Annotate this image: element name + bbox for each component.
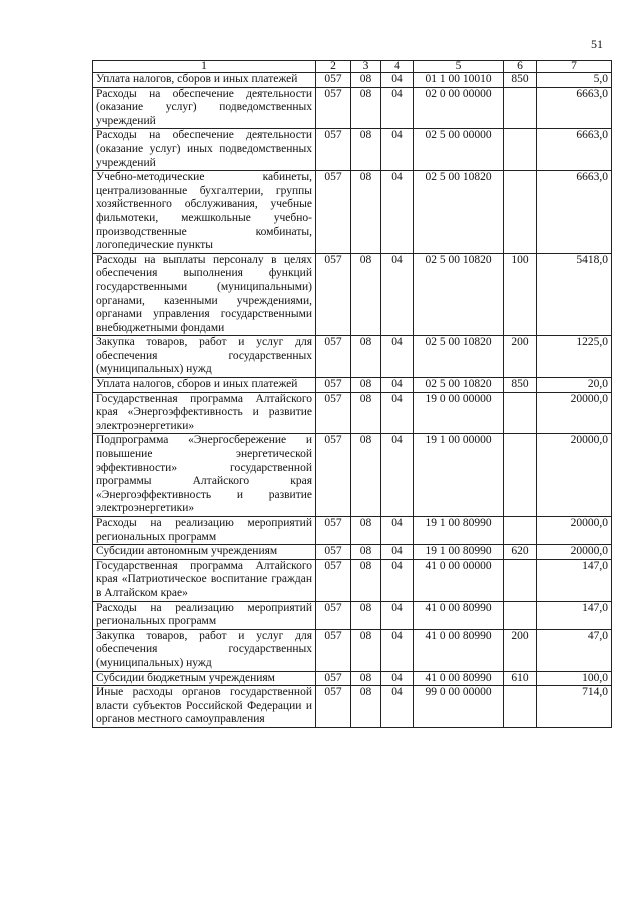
table-row [93, 559, 612, 601]
section-code: 08 [351, 545, 381, 560]
section-code: 08 [351, 392, 381, 434]
section-code: 08 [351, 129, 381, 171]
section-code: 08 [351, 87, 381, 129]
target-article-code: 19 1 00 80990 [414, 545, 504, 560]
ministry-code: 057 [316, 629, 351, 671]
subsection-code: 04 [381, 129, 414, 171]
section-code: 08 [351, 559, 381, 601]
expense-name: Уплата налогов, сборов и иных платежей [93, 73, 316, 88]
table-row [93, 686, 612, 728]
table-row [93, 171, 612, 254]
ministry-code: 057 [316, 601, 351, 629]
header-cell: 3 [351, 61, 381, 73]
section-code: 08 [351, 73, 381, 88]
expense-name: Закупка товаров, работ и услуг для обеспечения государственных (муниципальных) нужд [93, 629, 316, 671]
ministry-code: 057 [316, 129, 351, 171]
amount: 20,0 [537, 378, 612, 393]
expense-type-code [504, 517, 537, 545]
ministry-code: 057 [316, 87, 351, 129]
expense-name: Расходы на реализацию мероприятий региональных программ [93, 517, 316, 545]
target-article-code: 19 0 00 00000 [414, 392, 504, 434]
table-row [93, 545, 612, 560]
amount: 20000,0 [537, 545, 612, 560]
target-article-code: 19 1 00 00000 [414, 434, 504, 517]
section-code: 08 [351, 253, 381, 336]
header-row [93, 61, 612, 73]
subsection-code: 04 [381, 545, 414, 560]
expense-type-code: 200 [504, 629, 537, 671]
section-code: 08 [351, 517, 381, 545]
amount: 6663,0 [537, 87, 612, 129]
expense-type-code [504, 686, 537, 728]
expense-name: Расходы на обеспечение деятельности (оказание услуг) подведомственных учреждений [93, 87, 316, 129]
header-cell: 7 [537, 61, 612, 73]
subsection-code: 04 [381, 392, 414, 434]
table-row [93, 434, 612, 517]
subsection-code: 04 [381, 87, 414, 129]
ministry-code: 057 [316, 378, 351, 393]
ministry-code: 057 [316, 517, 351, 545]
target-article-code: 41 0 00 80990 [414, 601, 504, 629]
expense-name: Уплата налогов, сборов и иных платежей [93, 378, 316, 393]
table-row [93, 629, 612, 671]
section-code: 08 [351, 171, 381, 254]
table-row [93, 129, 612, 171]
expense-name: Закупка товаров, работ и услуг для обеспечения государственных (муниципальных) нужд [93, 336, 316, 378]
expense-type-code: 100 [504, 253, 537, 336]
target-article-code: 41 0 00 80990 [414, 671, 504, 686]
section-code: 08 [351, 629, 381, 671]
expense-name: Учебно-методические кабинеты, централизованные бухгалтерии, группы хозяйственного обслуживания, учебные фильмотеки, межшкольные учебно-производственные комбинаты, логопедические пункты [93, 171, 316, 254]
budget-table [92, 60, 612, 728]
table-row [93, 517, 612, 545]
header-cell: 1 [93, 61, 316, 73]
subsection-code: 04 [381, 686, 414, 728]
header-cell: 4 [381, 61, 414, 73]
section-code: 08 [351, 671, 381, 686]
expense-name: Государственная программа Алтайского края «Энергоэффективность и развитие электроэнергетики» [93, 392, 316, 434]
amount: 5418,0 [537, 253, 612, 336]
expense-name: Субсидии автономным учреждениям [93, 545, 316, 560]
amount: 6663,0 [537, 171, 612, 254]
expense-type-code [504, 171, 537, 254]
expense-type-code: 850 [504, 73, 537, 88]
ministry-code: 057 [316, 73, 351, 88]
header-cell: 2 [316, 61, 351, 73]
amount: 714,0 [537, 686, 612, 728]
target-article-code: 02 5 00 00000 [414, 129, 504, 171]
expense-type-code [504, 559, 537, 601]
ministry-code: 057 [316, 392, 351, 434]
expense-name: Расходы на обеспечение деятельности (оказание услуг) иных подведомственных учреждений [93, 129, 316, 171]
amount: 20000,0 [537, 434, 612, 517]
target-article-code: 02 5 00 10820 [414, 336, 504, 378]
expense-type-code [504, 87, 537, 129]
amount: 100,0 [537, 671, 612, 686]
section-code: 08 [351, 434, 381, 517]
header-cell: 5 [414, 61, 504, 73]
subsection-code: 04 [381, 73, 414, 88]
expense-type-code [504, 129, 537, 171]
table-row [93, 73, 612, 88]
expense-name: Субсидии бюджетным учреждениям [93, 671, 316, 686]
target-article-code: 41 0 00 80990 [414, 629, 504, 671]
expense-type-code: 200 [504, 336, 537, 378]
subsection-code: 04 [381, 517, 414, 545]
ministry-code: 057 [316, 671, 351, 686]
table-row [93, 392, 612, 434]
ministry-code: 057 [316, 336, 351, 378]
subsection-code: 04 [381, 601, 414, 629]
page-number: 51 [591, 37, 603, 51]
ministry-code: 057 [316, 559, 351, 601]
table-row [93, 336, 612, 378]
section-code: 08 [351, 686, 381, 728]
ministry-code: 057 [316, 171, 351, 254]
amount: 20000,0 [537, 392, 612, 434]
target-article-code: 02 5 00 10820 [414, 253, 504, 336]
target-article-code: 99 0 00 00000 [414, 686, 504, 728]
section-code: 08 [351, 601, 381, 629]
target-article-code: 41 0 00 00000 [414, 559, 504, 601]
ministry-code: 057 [316, 253, 351, 336]
amount: 47,0 [537, 629, 612, 671]
subsection-code: 04 [381, 671, 414, 686]
ministry-code: 057 [316, 545, 351, 560]
header-cell: 6 [504, 61, 537, 73]
table-row [93, 601, 612, 629]
subsection-code: 04 [381, 171, 414, 254]
target-article-code: 02 5 00 10820 [414, 378, 504, 393]
expense-type-code [504, 601, 537, 629]
expense-name: Расходы на реализацию мероприятий региональных программ [93, 601, 316, 629]
subsection-code: 04 [381, 434, 414, 517]
target-article-code: 02 0 00 00000 [414, 87, 504, 129]
expense-type-code [504, 392, 537, 434]
expense-type-code: 610 [504, 671, 537, 686]
subsection-code: 04 [381, 559, 414, 601]
subsection-code: 04 [381, 629, 414, 671]
subsection-code: 04 [381, 378, 414, 393]
amount: 1225,0 [537, 336, 612, 378]
table-row [93, 87, 612, 129]
subsection-code: 04 [381, 253, 414, 336]
section-code: 08 [351, 336, 381, 378]
subsection-code: 04 [381, 336, 414, 378]
table-row [93, 378, 612, 393]
expense-type-code [504, 434, 537, 517]
expense-type-code: 850 [504, 378, 537, 393]
amount: 147,0 [537, 601, 612, 629]
expense-name: Расходы на выплаты персоналу в целях обеспечения выполнения функций государственными (муниципальными) органами, казенными учреждениями, органами управления государственными внебюджетными фондами [93, 253, 316, 336]
amount: 20000,0 [537, 517, 612, 545]
target-article-code: 19 1 00 80990 [414, 517, 504, 545]
expense-name: Государственная программа Алтайского края «Патриотическое воспитание граждан в Алтайском крае» [93, 559, 316, 601]
target-article-code: 01 1 00 10010 [414, 73, 504, 88]
expense-name: Подпрограмма «Энергосбережение и повышение энергетической эффективности» государственной программы Алтайского края «Энергоэффективность и развитие электроэнергетики» [93, 434, 316, 517]
section-code: 08 [351, 378, 381, 393]
amount: 5,0 [537, 73, 612, 88]
ministry-code: 057 [316, 686, 351, 728]
expense-type-code: 620 [504, 545, 537, 560]
amount: 147,0 [537, 559, 612, 601]
ministry-code: 057 [316, 434, 351, 517]
amount: 6663,0 [537, 129, 612, 171]
table-row [93, 671, 612, 686]
target-article-code: 02 5 00 10820 [414, 171, 504, 254]
expense-name: Иные расходы органов государственной власти субъектов Российской Федерации и органов местного самоуправления [93, 686, 316, 728]
table-row [93, 253, 612, 336]
